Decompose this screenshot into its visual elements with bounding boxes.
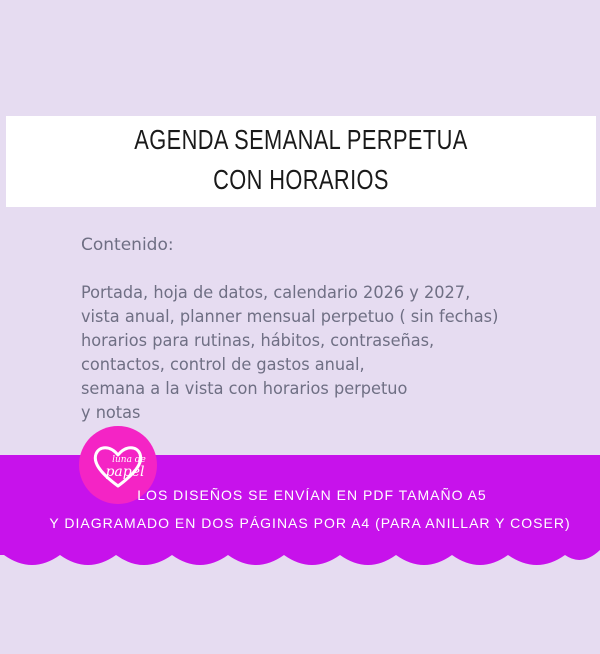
content-heading: Contenido:: [81, 235, 174, 255]
title-line-1: AGENDA SEMANAL PERPETUA: [134, 124, 468, 155]
content-line: semana a la vista con horarios perpetuo: [81, 379, 408, 399]
content-line: vista anual, planner mensual perpetuo ( sin fechas): [81, 307, 499, 327]
logo-text-2: papel: [105, 464, 145, 480]
content-line: contactos, control de gastos anual,: [81, 355, 365, 375]
content-block: [81, 233, 551, 425]
content-line: y notas: [81, 403, 141, 423]
logo-text-1: luna de: [112, 455, 146, 465]
title-line-2: CON HORARIOS: [213, 164, 389, 195]
banner-text-line-2: Y DIAGRAMADO EN DOS PÁGINAS POR A4 (PARA ANILLAR Y COSER): [49, 515, 571, 531]
banner-text-line-1: LOS DISEÑOS SE ENVÍAN EN PDF TAMAÑO A5: [137, 487, 487, 503]
content-line: Portada, hoja de datos, calendario 2026 y 2027,: [81, 283, 471, 303]
title-band: [6, 116, 596, 207]
content-line: horarios para rutinas, hábitos, contraseñas,: [81, 331, 435, 351]
